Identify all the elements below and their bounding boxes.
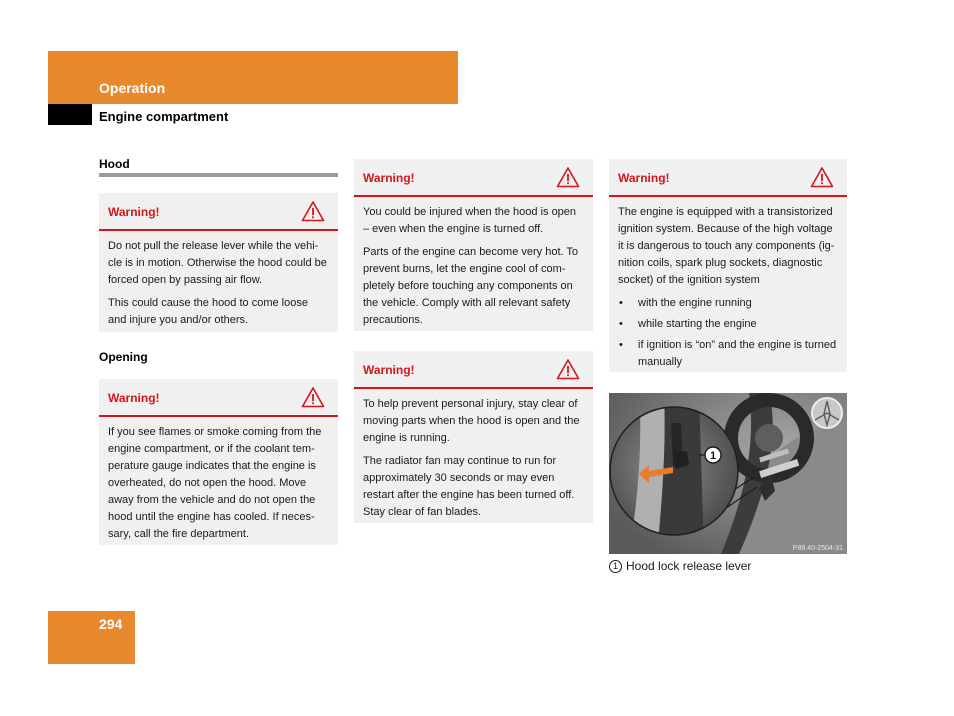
warning-title: Warning! [363,363,415,377]
heading-rule [99,173,338,177]
warning-header [99,193,338,231]
list-item: • while starting the engine [618,316,838,333]
warning-title: Warning! [108,391,160,405]
warning-box-ignition [609,159,847,372]
warning-paragraph: If you see flames or smoke coming from the engine compartment, or if the coolant tem-perature gauge indicates that the engine is overheated, do not open the hood. Move away from the vehicle and do not open the hood until the engine has cooled. If neces-sary, call the fire department. [108,426,322,540]
warning-paragraph: Do not pull the release lever while the vehi-cle is in motion. Otherwise the hood could be forced open by passing air flow. [108,240,327,286]
warning-header [99,379,338,417]
warning-header [354,351,593,389]
warning-body [609,197,847,377]
opening-heading: Opening [99,350,148,364]
hood-release-lever-photo [609,393,847,554]
warning-box-flames [99,379,338,545]
photo-caption [609,559,751,573]
subsection-title: Engine compartment [99,109,229,124]
list-item: • with the engine running [618,295,838,312]
warning-paragraph: The engine is equipped with a transistorized ignition system. Because of the high voltage it is dangerous to touch any components (ig-nition coils, spark plug sockets, diagnostic socket) of the ignition system [618,206,835,286]
warning-body [99,231,338,335]
warning-paragraph: You could be injured when the hood is open – even when the engine is turned off. [363,206,577,235]
caption-text: Hood lock release lever [626,559,752,573]
warning-title: Warning! [618,171,670,185]
warning-bullet-list [618,295,838,371]
warning-paragraph: Parts of the engine can become very hot. To prevent burns, let the engine cool of com-pletely before touching any components on the vehicle. Comply with all relevant safety precautions. [363,246,579,326]
photo-code: P88.40-2504-31 [792,545,843,552]
warning-header [354,159,593,197]
warning-box-release-lever [99,193,338,332]
warning-paragraph: To help prevent personal injury, stay clear of moving parts when the hood is open and the engine is running. [363,398,580,444]
warning-header [609,159,847,197]
warning-triangle-icon [556,358,580,380]
warning-paragraph: This could cause the hood to come loose and injure you and/or others. [108,297,308,326]
warning-body [354,389,593,527]
page-number: 294 [99,616,123,632]
photo-illustration [609,393,847,554]
warning-box-moving-parts [354,351,593,523]
warning-triangle-icon [810,166,834,188]
warning-body [99,417,338,549]
photo-callout-number: 1 [709,450,717,462]
hood-heading: Hood [99,157,130,171]
section-title: Operation [99,80,166,96]
warning-paragraph: The radiator fan may continue to run for approximately 30 seconds or may even restart after the engine has been turned off. Stay clear of fan blades. [363,455,575,518]
warning-body [354,197,593,335]
header-band [48,51,458,104]
warning-triangle-icon [556,166,580,188]
warning-triangle-icon [301,386,325,408]
section-marker [48,104,92,125]
warning-title: Warning! [108,205,160,219]
caption-number: 1 [609,560,622,573]
warning-box-hot-engine [354,159,593,331]
list-item: • if ignition is “on” and the engine is turned manually [618,337,838,371]
warning-triangle-icon [301,200,325,222]
warning-title: Warning! [363,171,415,185]
